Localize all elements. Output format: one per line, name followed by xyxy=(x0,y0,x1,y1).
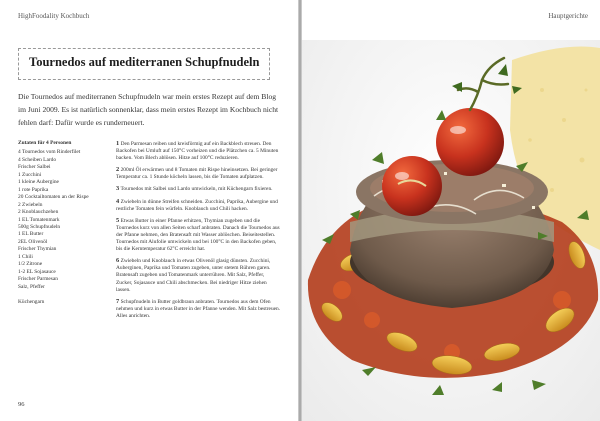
step-text: Den Parmesan reiben und kreisförmig auf ein Backblech streuen. Den Backofen bei Umluft auf 150°C vorheizen und die Plätzchen ca. 5 Minuten backen. Vom Blech ablösen. Hitze auf 100°C reduzieren. xyxy=(116,141,279,162)
right-page xyxy=(302,0,600,421)
ingredient-item: Salz, Pfeffer xyxy=(18,283,45,290)
recipe-step xyxy=(116,185,282,193)
step-number: 3 xyxy=(116,185,120,193)
ingredient-item: 1 Zucchini xyxy=(18,171,42,178)
ingredient-item: 2 Knoblauchzehen xyxy=(18,209,59,216)
ingredient-item: 4 Tournedos vom Rinderfilet xyxy=(18,149,81,156)
recipe-step xyxy=(116,140,282,162)
step-text: Zwiebeln und Knoblauch in etwas Olivenöl glasig dünsten. Zucchini, Auberginen, Paprika und Tomaten zugeben, unter stetem Rühren garen. Bratensaft zugeben und Tomatenmark unterrühren. Mit Salz, Pfeffer, Zucker, Sojasauce und Chili abschmecken. Bei niedriger Hitze ziehen lassen. xyxy=(116,258,271,293)
ingredient-item: 2EL Olivenöl xyxy=(18,238,48,245)
step-number: 7 xyxy=(116,297,120,305)
ingredient-item: Frischer Parmesan xyxy=(18,276,58,283)
step-text: Schupfnudeln in Butter goldbraun anbraten. Tournedos aus dem Ofen nehmen und kurz in etwas Butter in der Pfanne wenden. Mit Salz bestreuen. Alles anrichten. xyxy=(116,298,281,319)
ingredient-item: Frischer Thymian xyxy=(18,246,57,253)
ingredient-item: 1 Chili xyxy=(18,253,33,260)
ingredient-list xyxy=(18,140,108,307)
ingredient-item: 1-2 EL Sojasauce xyxy=(18,268,56,275)
recipe-step xyxy=(116,217,282,253)
running-head-left: HighFoodality Kochbuch xyxy=(18,12,90,20)
recipe-step xyxy=(116,257,282,293)
ingredient-item: 2 Zwiebeln xyxy=(18,201,43,208)
ingredients-heading: Zutaten für 4 Personen xyxy=(18,140,72,146)
ingredient-item: 500g Schupfnudeln xyxy=(18,223,61,230)
step-text: 200ml Öl erwärmen und 8 Tomaten mit Rispe hineinsetzen. Bei geringer Temperatur ca. 1 Stunde köcheln lassen, bis die Tomaten aufplatzen. xyxy=(116,167,278,181)
step-text: Etwas Butter in einer Pfanne erhitzen, Thymian zugeben und die Tournedos kurz von allen Seiten scharf anbraten. Danach die Tournedos aus der Pfanne nehmen, den Bratensaft mit Wasser ablöschen. Beiseitestellen. Tournedos mit Alufolie umwickeln und bei 100°C in den Backofen geben, bis die Kerntemperatur 62°C erreicht hat. xyxy=(116,217,280,253)
step-number: 4 xyxy=(116,197,120,205)
ingredients-items xyxy=(18,149,108,291)
step-number: 2 xyxy=(116,166,120,174)
recipe-step xyxy=(116,298,282,320)
ingredient-item: 1/2 Zitrone xyxy=(18,261,43,268)
ingredient-item: 1 kleine Aubergine xyxy=(18,179,59,186)
ingredient-item: 1 EL Butter xyxy=(18,231,44,238)
step-number: 5 xyxy=(116,216,120,224)
recipe-title: Tournedos auf mediterranen Schupfnudeln xyxy=(29,55,260,69)
ingredient-item: 1 EL Tomatenmark xyxy=(18,216,60,223)
title-box xyxy=(18,48,270,80)
dish-photo xyxy=(302,0,600,421)
recipe-step xyxy=(116,198,282,213)
left-page xyxy=(0,0,298,421)
ingredients-extra: Küchengarn xyxy=(18,299,45,306)
recipe-step xyxy=(116,166,282,181)
ingredient-item: Frischer Salbei xyxy=(18,164,51,171)
step-text: Zwiebeln in dünne Streifen schneiden. Zucchini, Paprika, Aubergine und restliche Tomaten fein würfeln. Knoblauch und Chili hacken. xyxy=(116,198,278,212)
ingredient-item: 1 rote Paprika xyxy=(18,186,49,193)
step-text: Tournedos mit Salbei und Lardo umwickeln, mit Küchengarn fixieren. xyxy=(120,186,273,193)
recipe-steps xyxy=(116,140,282,324)
step-number: 1 xyxy=(116,140,120,147)
running-head-right: Hauptgerichte xyxy=(548,12,588,20)
recipe-intro: Die Tournedos auf mediterranen Schupfnudeln war mein erstes Rezept auf dem Blog im Juni 2009. Es ist natürlich sonnenklar, dass mein erstes Rezept im Kochbuch nicht fehlen darf: Dafür wurde es runderneuert. xyxy=(18,92,279,127)
page-number: 96 xyxy=(18,401,25,408)
ingredient-item: 4 Scheiben Lardo xyxy=(18,156,57,163)
step-number: 6 xyxy=(116,257,120,265)
ingredient-item: 20 Cocktailtomaten an der Rispe xyxy=(18,194,89,201)
